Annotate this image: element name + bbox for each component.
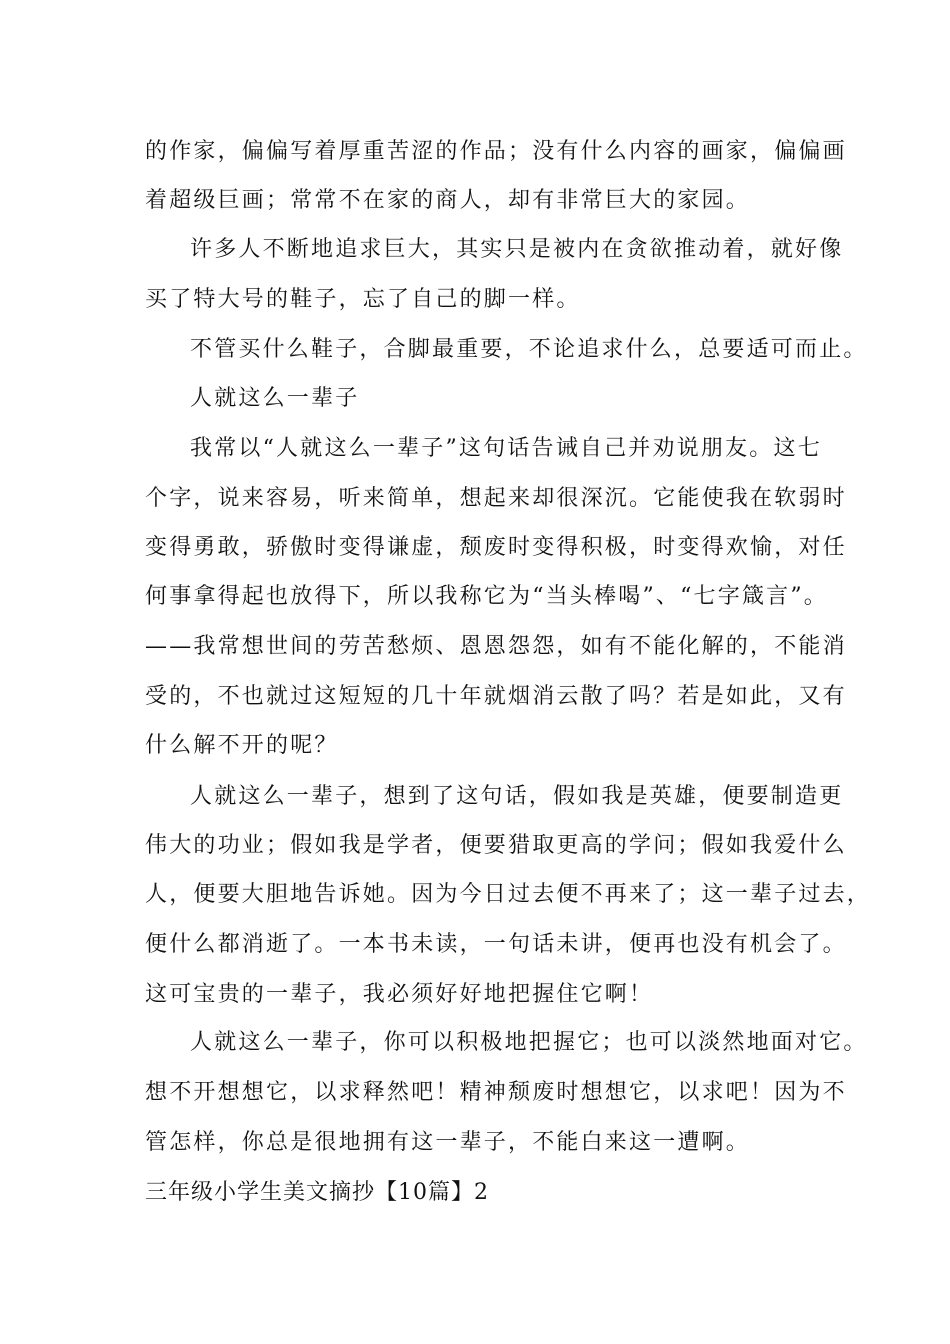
text-line-3: 许多人不断地追求巨大，其实只是被内在贪欲推动着，就好像: [190, 237, 844, 262]
text-line-1: 的作家，偏偏写着厚重苦涩的作品；没有什么内容的画家，偏偏画: [145, 139, 847, 164]
text-line-14: 人就这么一辈子，想到了这句话，假如我是英雄，便要制造更: [190, 784, 844, 809]
text-line-17: 便什么都消逝了。一本书未读，一句话未讲，便再也没有机会了。: [145, 932, 847, 957]
text-line-7: 我常以“人就这么一辈子”这句话告诫自己并劝说朋友。这七: [190, 436, 822, 461]
text-line-20: 想不开想想它，以求释然吧！精神颓废时想想它，以求吧！因为不: [145, 1080, 847, 1105]
text-line-11: ——我常想世间的劳苦愁烦、恩恩怨怨，如有不能化解的，不能消: [145, 634, 847, 659]
document-footer: 三年级小学生美文摘抄【10篇】2: [145, 1180, 489, 1205]
text-line-15: 伟大的功业；假如我是学者，便要猎取更高的学问；假如我爱什么: [145, 833, 847, 858]
text-line-16: 人，便要大胆地告诉她。因为今日过去便不再来了；这一辈子过去，: [145, 882, 872, 907]
text-line-8: 个字，说来容易，听来简单，想起来却很深沉。它能使我在软弱时: [145, 486, 847, 511]
text-line-13: 什么解不开的呢？: [145, 733, 339, 758]
text-line-18: 这可宝贵的一辈子，我必须好好地把握住它啊！: [145, 982, 654, 1007]
text-line-10: 何事拿得起也放得下，所以我称它为“当头棒喝”、“七字箴言”。: [145, 584, 828, 609]
text-line-5: 不管买什么鞋子，合脚最重要，不论追求什么，总要适可而止。: [190, 337, 868, 362]
section-heading: 人就这么一辈子: [190, 386, 360, 411]
text-line-21: 管怎样，你总是很地拥有这一辈子，不能白来这一遭啊。: [145, 1130, 751, 1155]
text-line-9: 变得勇敢，骄傲时变得谦虚，颓废时变得积极，时变得欢愉，对任: [145, 535, 847, 560]
text-line-2: 着超级巨画；常常不在家的商人，却有非常巨大的家园。: [145, 188, 751, 213]
text-line-4: 买了特大号的鞋子，忘了自己的脚一样。: [145, 287, 581, 312]
text-line-12: 受的，不也就过这短短的几十年就烟消云散了吗？若是如此，又有: [145, 684, 847, 709]
text-line-19: 人就这么一辈子，你可以积极地把握它；也可以淡然地面对它。: [190, 1030, 868, 1055]
